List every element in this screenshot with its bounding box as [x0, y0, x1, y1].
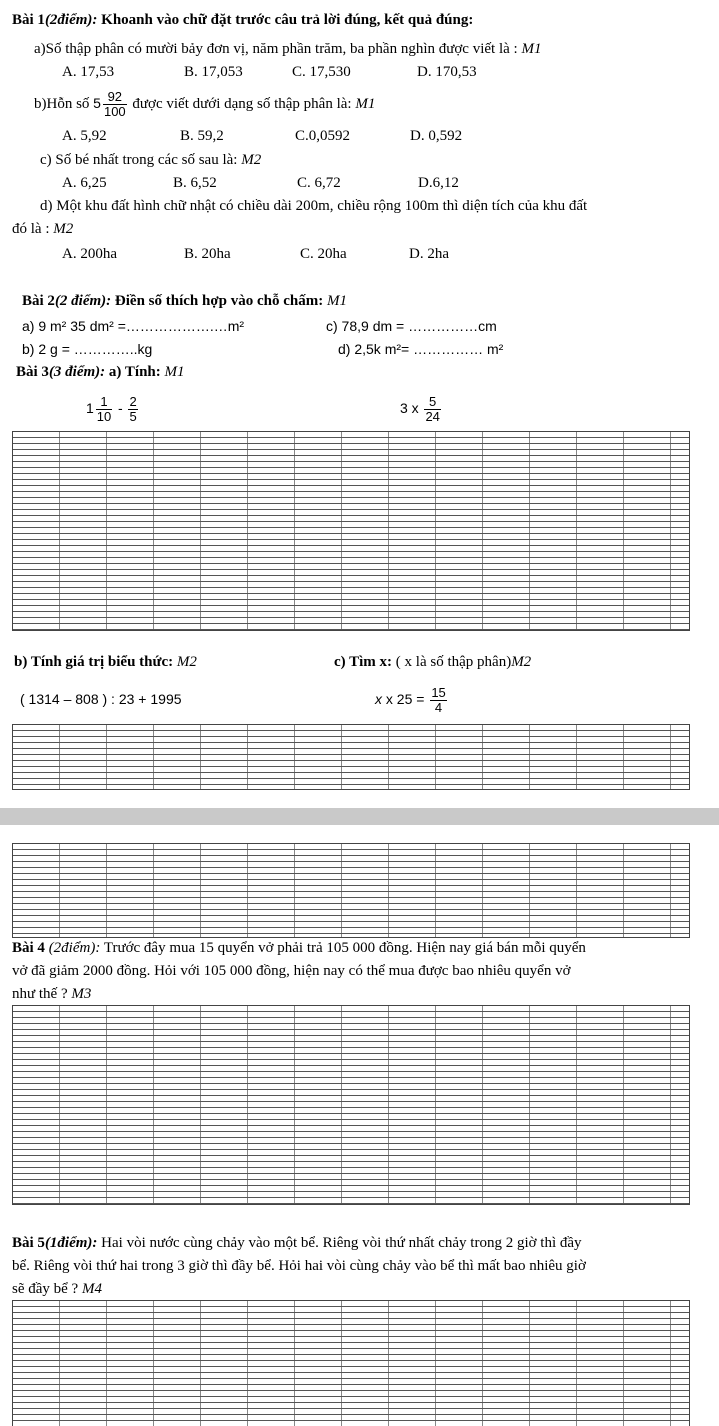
- option-d-3[interactable]: C. 20ha: [300, 246, 347, 262]
- answer-grid-5[interactable]: [12, 1300, 690, 1426]
- bai4-points: (2điểm):: [48, 940, 101, 956]
- option-b-4[interactable]: D. 0,592: [410, 128, 463, 144]
- expr2-lead: 3 x: [400, 400, 419, 416]
- option-c-4[interactable]: D.6,12: [418, 175, 459, 191]
- bai4-text3: như thế ?: [12, 986, 68, 1002]
- question-d-level: M2: [53, 221, 74, 237]
- option-c-2[interactable]: B. 6,52: [173, 175, 217, 191]
- question-d-text2: đó là :: [12, 221, 50, 237]
- expression-c: [375, 681, 449, 718]
- expr-c-n: 15: [431, 685, 446, 701]
- bai2-title: Bài 2: [22, 293, 55, 309]
- bai4-text1: Trước đây mua 15 quyển vở phải trả 105 000 đồng. Hiện nay giá bán mỗi quyển: [100, 940, 586, 956]
- bai5-text3: sẽ đầy bể ?: [12, 1281, 79, 1297]
- bai3-part-b: b) Tính giá trị biểu thức:: [14, 654, 174, 670]
- bai5-level: M4: [81, 1281, 102, 1297]
- question-c-text: c) Số bé nhất trong các số sau là:: [40, 152, 238, 168]
- mixed-number-whole: 5: [93, 95, 101, 111]
- answer-grid-3bc[interactable]: [12, 724, 690, 790]
- fill-item-a[interactable]: a) 9 m² 35 dm² =……………….…m²: [22, 318, 245, 334]
- question-b-prefix: b)Hỗn số: [34, 96, 90, 112]
- expr-c-var: x: [375, 691, 382, 707]
- bai1-question-c: [40, 151, 261, 169]
- expr-c-fraction: [430, 686, 446, 715]
- bai4-line3: [12, 985, 91, 1003]
- bai3-part-c-note: ( x là số thập phân): [392, 654, 512, 670]
- bai2-points: (2 điểm):: [54, 293, 112, 309]
- fill-item-b[interactable]: b) 2 g = …………..kg: [22, 341, 153, 357]
- option-d-1[interactable]: A. 200ha: [62, 246, 117, 262]
- option-a-1[interactable]: A. 17,53: [62, 64, 115, 80]
- bai5-line2: bể. Riêng vòi thứ hai trong 3 giờ thì đầy bể. Hỏi hai vòi cùng chảy vào bể thì mất bao nhiêu giờ: [12, 1258, 586, 1274]
- fill-item-d[interactable]: d) 2,5k m²= …………… m²: [338, 341, 504, 357]
- bai3-level-a: M1: [164, 364, 185, 380]
- expr1-fraction-2: [128, 395, 137, 424]
- page-break: [0, 808, 719, 825]
- option-a-4[interactable]: D. 170,53: [417, 64, 477, 80]
- option-b-3[interactable]: C.0,0592: [295, 128, 351, 144]
- answer-grid-3bc-continued[interactable]: [12, 843, 690, 938]
- fraction-numerator: 92: [103, 90, 127, 105]
- bai1-points: (2điểm):: [44, 12, 98, 28]
- bai4-level: M3: [71, 986, 92, 1002]
- bai3-part-c: c) Tìm x:: [334, 654, 393, 670]
- bai3-title: Bài 3: [16, 364, 49, 380]
- option-c-1[interactable]: A. 6,25: [62, 175, 107, 191]
- bai3-part-c-header: [334, 653, 531, 671]
- bai1-title: Bài 1: [12, 12, 45, 28]
- bai1-question-a: [34, 40, 541, 58]
- bai2-level: M1: [327, 293, 347, 309]
- mixed-number-fraction: [103, 90, 127, 119]
- answer-grid-3a[interactable]: [12, 431, 690, 631]
- fraction-denominator: 100: [103, 104, 126, 120]
- option-a-3[interactable]: C. 17,530: [292, 64, 351, 80]
- question-d-line2: [12, 220, 73, 238]
- expr-c-d: 4: [434, 700, 443, 716]
- option-a-2[interactable]: B. 17,053: [184, 64, 243, 80]
- expr1-fraction-1: [96, 395, 112, 424]
- expr1-n1: 1: [96, 395, 112, 410]
- bai2-header: [22, 292, 347, 310]
- expr1-whole: 1: [86, 400, 94, 416]
- question-c-level: M2: [241, 152, 262, 168]
- expr1-d1: 10: [96, 409, 112, 425]
- bai1-instruction: Khoanh vào chữ đặt trước câu trả lời đúng, kết quả đúng:: [97, 12, 474, 28]
- expr1-d2: 5: [129, 409, 137, 425]
- bai3-header: [16, 363, 185, 381]
- bai3-level-c: M2: [511, 654, 532, 670]
- question-d-line1: d) Một khu đất hình chữ nhật có chiều dài 200m, chiều rộng 100m thì diện tích của khu đất: [40, 198, 588, 214]
- bai1-question-b: [34, 86, 375, 121]
- expr-c-mid: x 25 =: [382, 691, 429, 707]
- answer-grid-4[interactable]: [12, 1005, 690, 1205]
- bai2-instruction: Điền số thích hợp vào chỗ chấm:: [111, 293, 324, 309]
- expr2-d: 24: [425, 409, 440, 425]
- bai5-title: Bài 5: [12, 1235, 45, 1251]
- option-d-4[interactable]: D. 2ha: [409, 246, 449, 262]
- question-a-text: a)Số thập phân có mười bảy đơn vị, năm phần trăm, ba phần nghìn được viết là :: [34, 41, 518, 57]
- option-b-2[interactable]: B. 59,2: [180, 128, 224, 144]
- expression-b: ( 1314 – 808 ) : 23 + 1995: [20, 691, 182, 707]
- bai3-points: (3 điểm):: [48, 364, 106, 380]
- expr1-operator: -: [118, 400, 123, 416]
- expr2-fraction: [424, 395, 440, 424]
- bai1-header: [12, 11, 473, 29]
- bai5-line3: [12, 1280, 102, 1298]
- expression-2: [400, 390, 443, 427]
- option-d-2[interactable]: B. 20ha: [184, 246, 231, 262]
- bai5-line1: [12, 1234, 582, 1252]
- expr1-n2: 2: [129, 394, 137, 410]
- expr2-n: 5: [424, 395, 440, 410]
- question-a-level: M1: [521, 41, 542, 57]
- question-b-level: M1: [355, 96, 376, 112]
- bai5-text1: Hai vòi nước cùng chảy vào một bể. Riêng vòi thứ nhất chảy trong 2 giờ thì đầy: [97, 1235, 582, 1251]
- fill-item-c[interactable]: c) 78,9 dm = ……………cm: [326, 318, 497, 334]
- question-b-suffix: được viết dưới dạng số thập phân là:: [132, 96, 352, 112]
- option-b-1[interactable]: A. 5,92: [62, 128, 107, 144]
- bai5-points: (1điểm):: [44, 1235, 98, 1251]
- option-c-3[interactable]: C. 6,72: [297, 175, 341, 191]
- bai3-level-b: M2: [176, 654, 197, 670]
- bai3-part-b-header: [14, 653, 197, 671]
- bai4-title: Bài 4: [12, 940, 45, 956]
- bai3-part-a: a) Tính:: [105, 364, 161, 380]
- bai4-line2: vở đã giảm 2000 đồng. Hỏi với 105 000 đồng, hiện nay có thể mua được bao nhiêu quyển vở: [12, 963, 571, 979]
- bai4-line1: [12, 939, 586, 957]
- expression-1: [86, 390, 140, 427]
